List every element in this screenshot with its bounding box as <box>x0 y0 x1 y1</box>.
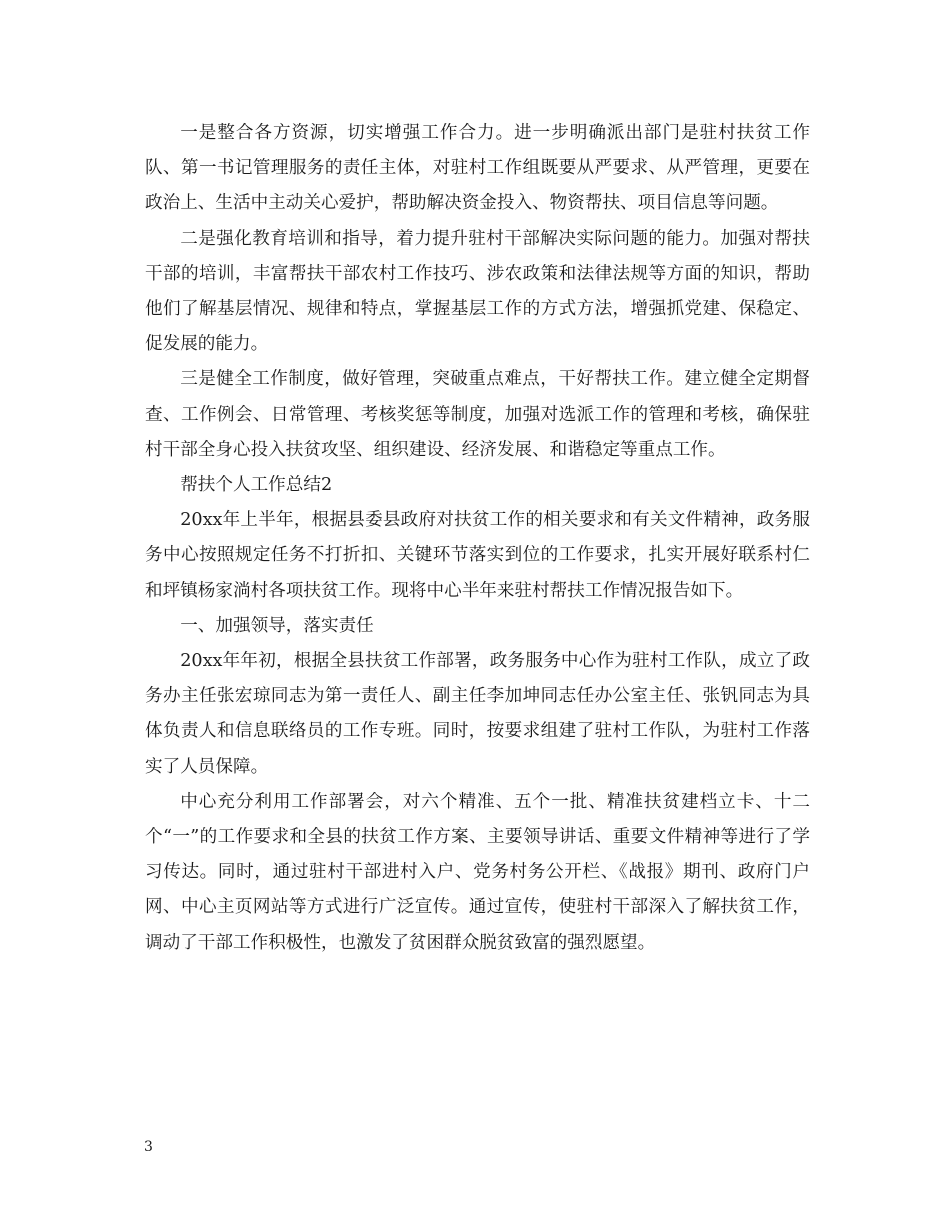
heading-strengthen-leadership: 一、加强领导，落实责任 <box>180 615 374 636</box>
paragraph-training-guidance: 二是强化教育培训和指导，着力提升驻村干部解决实际问题的能力。加强对帮扶干部的培训，丰富帮扶干部农村工作技巧、涉农政策和法律法规等方面的知识，帮助他们了解基层情况、规律和特点，掌握基层工作的方式方法，增强抓党建、保稳定、促发展的能力。 <box>145 228 810 355</box>
paragraph-integrate-resources: 一是整合各方资源，切实增强工作合力。进一步明确派出部门是驻村扶贫工作队、第一书记管理服务的责任主体，对驻村工作组既要从严要求、从严管理，更要在政治上、生活中主动关心爱护，帮助解决资金投入、物资帮扶、项目信息等问题。 <box>145 123 810 214</box>
document-body <box>145 116 810 961</box>
paragraph-publicity: 中心充分利用工作部署会，对六个精准、五个一批、精准扶贫建档立卡、十二个“一”的工作要求和全县的扶贫工作方案、主要领导讲话、重要文件精神等进行了学习传达。同时，通过驻村干部进村入户、党务村务公开栏、《战报》期刊、政府门户网、中心主页网站等方式进行广泛宣传。通过宣传，使驻村干部深入了解扶贫工作，调动了干部工作积极性，也激发了贫困群众脱贫致富的强烈愿望。 <box>145 791 810 953</box>
paragraph-first-half-year: 20xx年上半年，根据县委县政府对扶贫工作的相关要求和有关文件精神，政务服务中心按照规定任务不打折扣、关键环节落实到位的工作要求，扎实开展好联系村仁和坪镇杨家淌村各项扶贫工作。现将中心半年来驻村帮扶工作情况报告如下。 <box>145 510 810 601</box>
page-number: 3 <box>144 1139 153 1155</box>
paragraph-work-system: 三是健全工作制度，做好管理，突破重点难点，干好帮扶工作。建立健全定期督查、工作例会、日常管理、考核奖惩等制度，加强对选派工作的管理和考核，确保驻村干部全身心投入扶贫攻坚、组织建设、经济发展、和谐稳定等重点工作。 <box>145 369 810 460</box>
section-title-summary-2: 帮扶个人工作总结2 <box>180 475 333 496</box>
paragraph-early-year-deployment: 20xx年年初，根据全县扶贫工作部署，政务服务中心作为驻村工作队，成立了政务办主任张宏琼同志为第一责任人、副主任李加坤同志任办公室主任、张钒同志为具体负责人和信息联络员的工作专班。同时，按要求组建了驻村工作队，为驻村工作落实了人员保障。 <box>145 651 810 777</box>
